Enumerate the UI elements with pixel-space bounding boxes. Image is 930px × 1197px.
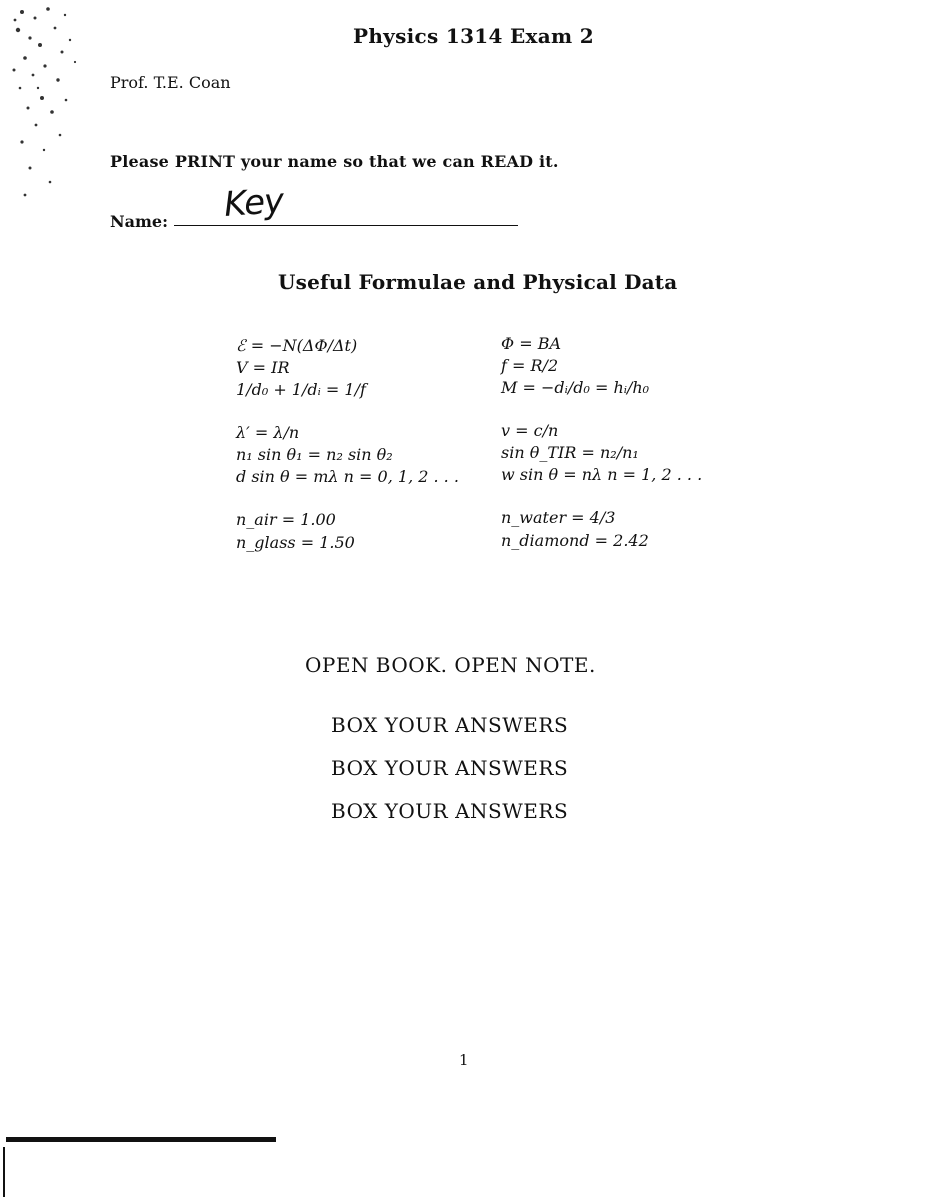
name-label: Name: xyxy=(110,212,169,231)
index-diamond: n_diamond = 2.42 xyxy=(501,531,649,550)
open-book-notice: OPEN BOOK. OPEN NOTE. xyxy=(305,653,596,677)
index-glass: n_glass = 1.50 xyxy=(236,533,355,552)
formula-focal-length: f = R/2 xyxy=(501,356,559,375)
professor-name: Prof. T.E. Coan xyxy=(110,73,231,92)
formulae-heading: Useful Formulae and Physical Data xyxy=(278,270,678,294)
scan-edge-bar xyxy=(6,1137,276,1142)
box-answers-notice: BOX YOUR ANSWERS xyxy=(331,713,569,737)
formula-flux: Φ = BA xyxy=(501,334,562,353)
index-air: n_air = 1.00 xyxy=(236,510,336,529)
scan-noise xyxy=(0,0,140,220)
box-answers-notice: BOX YOUR ANSWERS xyxy=(331,756,569,780)
formula-grating: d sin θ = mλ n = 0, 1, 2 . . . xyxy=(236,467,459,486)
scan-edge-line xyxy=(3,1147,5,1197)
formula-wavelength: λ′ = λ/n xyxy=(236,423,300,442)
formula-magnification: M = −dᵢ/d₀ = hᵢ/h₀ xyxy=(501,378,650,397)
print-name-instruction: Please PRINT your name so that we can READ it. xyxy=(110,152,559,171)
formula-ohm: V = IR xyxy=(236,358,290,377)
formula-single-slit: w sin θ = nλ n = 1, 2 . . . xyxy=(501,465,703,484)
formula-snell: n₁ sin θ₁ = n₂ sin θ₂ xyxy=(236,445,393,464)
exam-title: Physics 1314 Exam 2 xyxy=(353,24,594,48)
formula-lens: 1/d₀ + 1/dᵢ = 1/f xyxy=(236,380,366,399)
index-water: n_water = 4/3 xyxy=(501,508,616,527)
formula-emf: ℰ = −N(ΔΦ/Δt) xyxy=(236,336,358,355)
handwritten-name: Key xyxy=(222,180,285,226)
formula-speed: v = c/n xyxy=(501,421,559,440)
name-underline xyxy=(174,225,518,226)
formula-tir: sin θ_TIR = n₂/n₁ xyxy=(501,443,639,462)
box-answers-notice: BOX YOUR ANSWERS xyxy=(331,799,569,823)
page-number: 1 xyxy=(459,1051,469,1069)
